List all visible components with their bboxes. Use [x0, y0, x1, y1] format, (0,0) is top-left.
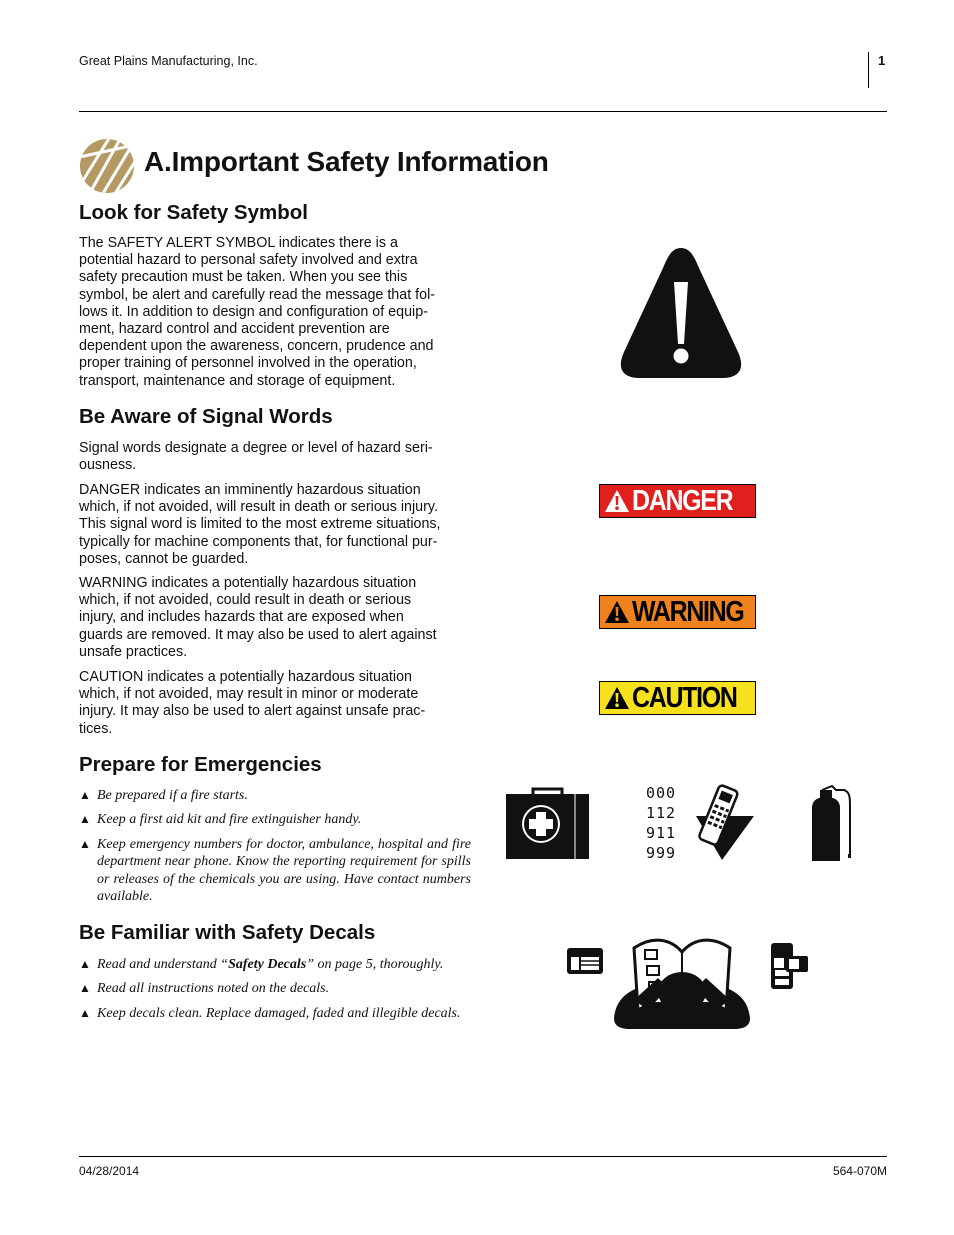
- heading-signal-words: Be Aware of Signal Words: [79, 405, 333, 428]
- reading-manual-icon: [612, 930, 752, 1030]
- heading-emergencies: Prepare for Emergencies: [79, 753, 322, 776]
- decal-icon: [770, 942, 810, 990]
- danger-label: DANGER: [632, 484, 733, 517]
- emergencies-list: [79, 787, 471, 905]
- alert-triangle-icon: [604, 686, 630, 710]
- emergency-phone-icon: [692, 782, 756, 862]
- danger-banner: [599, 484, 756, 518]
- footer-rule: [79, 1156, 887, 1157]
- caution-banner: [599, 681, 756, 715]
- alert-triangle-icon: [604, 600, 630, 624]
- logo-icon: [79, 138, 135, 194]
- header-divider: [868, 52, 869, 88]
- caution-label: CAUTION: [632, 681, 737, 714]
- header-company: Great Plains Manufacturing, Inc.: [79, 54, 258, 68]
- emergency-numbers: 000 112 911 999: [646, 784, 677, 862]
- list-item: ▲ Read and understand “Safety Decals” on page 5, thoroughly.: [79, 957, 444, 972]
- list-item: ▲ Be prepared if a fire starts.: [79, 788, 248, 803]
- first-aid-kit-icon: [505, 786, 590, 860]
- header-rule: [79, 111, 887, 112]
- decals-page-reference: Safety Decals: [228, 957, 307, 972]
- alert-triangle-icon: [604, 489, 630, 513]
- decal-icon: [566, 947, 604, 975]
- list-item: ▲ Keep decals clean. Replace damaged, faded and illegible decals.: [79, 1005, 461, 1021]
- warning-paragraph: WARNING indicates a potentially hazardous situation which, if not avoided, could result in death or serious injury, and includes hazards that are exposed when guards are removed. It may also be used to alert against unsafe practices.: [79, 575, 437, 660]
- safety-alert-icon: [618, 244, 744, 380]
- list-item: ▲ Keep a first aid kit and fire extinguisher handy.: [79, 812, 362, 828]
- fire-extinguisher-icon: [808, 784, 854, 864]
- danger-paragraph: DANGER indicates an imminently hazardous situation which, if not avoided, will result in death or serious injury. This signal word is limited to the most extreme situations, typically for machine components that, for functional pur- poses, cannot be guarded.: [79, 482, 441, 567]
- safety-symbol-paragraph: The SAFETY ALERT SYMBOL indicates there is a potential hazard to personal safety involved and extra safety precaution must be taken. When you see this symbol, be alert and carefully read the message that fol- lows it. In addition to design and configuration of equip- ment, hazard control and accident prevention are dependent upon the awareness, concern, prudence and proper training of personnel involved in the operation, transport, maintenance and storage of equipment.: [79, 235, 436, 389]
- signal-words-intro: Signal words designate a degree or level of hazard seri- ousness.: [79, 440, 433, 474]
- footer-doc-number: 564-070M: [832, 1164, 887, 1178]
- warning-banner: [599, 595, 756, 629]
- decals-list: [79, 956, 471, 1022]
- heading-safety-decals: Be Familiar with Safety Decals: [79, 921, 376, 944]
- caution-paragraph: CAUTION indicates a potentially hazardous situation which, if not avoided, may result in minor or moderate injury. It may also be used to alert against unsafe prac- tices.: [79, 669, 426, 737]
- page-title: A.Important Safety Information: [144, 146, 549, 177]
- list-item: ▲ Keep emergency numbers for doctor, ambulance, hospital and fire department near phone. Know the reporting requirement for spills or releases of the chemicals you are using. Have contact numbers available.: [79, 836, 471, 905]
- heading-safety-symbol: Look for Safety Symbol: [79, 201, 308, 224]
- warning-label: WARNING: [632, 595, 744, 628]
- list-item: ▲ Read all instructions noted on the decals.: [79, 981, 330, 997]
- page-number: 1: [878, 53, 886, 68]
- footer-date: 04/28/2014: [79, 1164, 140, 1178]
